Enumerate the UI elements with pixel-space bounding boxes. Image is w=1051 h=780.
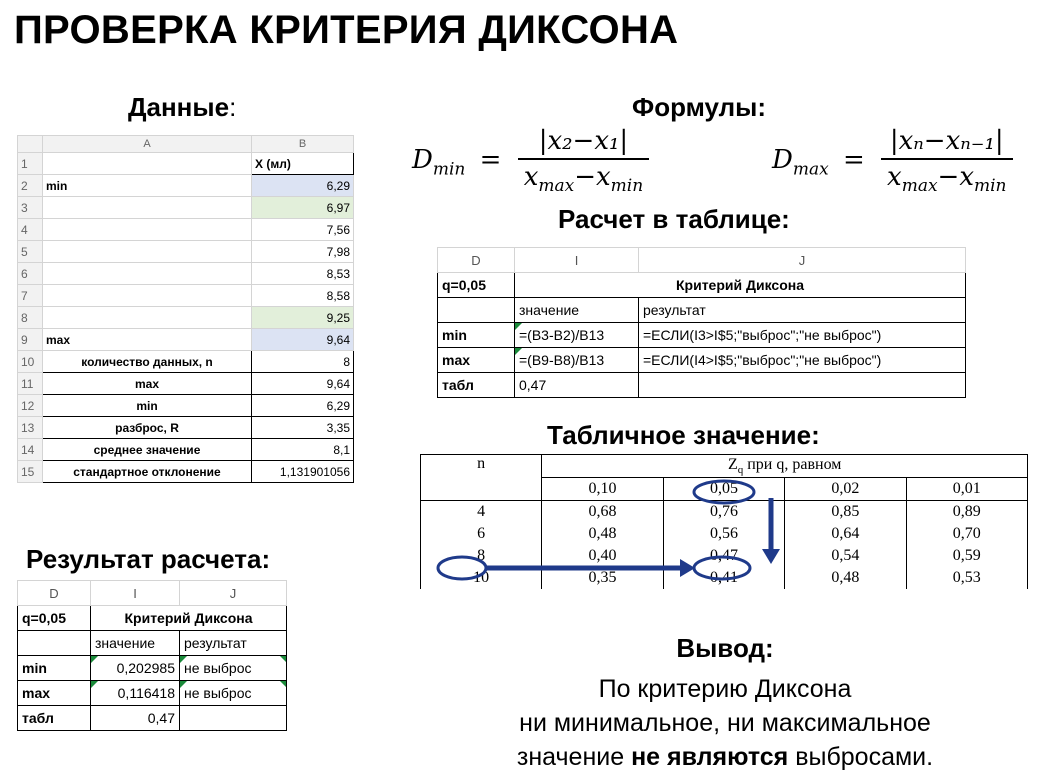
row-header[interactable]: 9 — [18, 329, 43, 351]
cell-value[interactable]: 0,47 — [91, 706, 180, 731]
stat-value-cell: 0,68 — [542, 501, 663, 524]
data-heading-colon: : — [229, 92, 237, 122]
stat-value-cell: 0,41 — [663, 567, 784, 589]
cell-formula[interactable]: =ЕСЛИ(I3>I$5;"выброс";"не выброс") — [639, 323, 966, 348]
formula-dmax-denominator: $x_{max}-x_{min}$ — [887, 162, 1007, 197]
stat-n-cell: 8 — [421, 545, 542, 567]
stat-q-header: 0,02 — [785, 478, 906, 501]
cell-stat-label[interactable]: среднее значение — [43, 439, 252, 461]
formula-dmin-denominator: $x_{max}-x_{min}$ — [523, 162, 644, 197]
row-header[interactable]: 15 — [18, 461, 43, 483]
cell-empty[interactable] — [639, 373, 966, 398]
data-sheet — [17, 135, 354, 483]
cell-value[interactable]: 9,64 — [252, 329, 354, 351]
stat-q-header: 0,10 — [542, 478, 663, 501]
conclusion-heading: Вывод: — [676, 633, 774, 663]
cell-stat-label[interactable]: количество данных, n — [43, 351, 252, 373]
cell-label[interactable] — [43, 285, 252, 307]
stat-n-cell: 10 — [421, 567, 542, 589]
cell-value[interactable]: 8,53 — [252, 263, 354, 285]
cell-value-label[interactable]: значение — [515, 298, 639, 323]
cell-criterion[interactable]: Критерий Диксона — [515, 273, 966, 298]
cell-label[interactable]: max — [43, 329, 252, 351]
cell-row-label[interactable]: min — [18, 656, 91, 681]
cell-value[interactable]: 8,58 — [252, 285, 354, 307]
table-value-heading: Табличное значение: — [547, 420, 820, 450]
conclusion-line-1: По критерию Диксона — [598, 675, 852, 703]
cell-stat-value[interactable]: 6,29 — [252, 395, 354, 417]
row-header[interactable]: 3 — [18, 197, 43, 219]
cell-value[interactable]: 7,56 — [252, 219, 354, 241]
data-heading — [128, 92, 236, 123]
cell[interactable] — [43, 153, 252, 175]
row-header[interactable]: 13 — [18, 417, 43, 439]
stat-q-header: 0,01 — [906, 478, 1027, 501]
formula-dmax — [772, 126, 1013, 196]
cell-value[interactable]: 7,98 — [252, 241, 354, 263]
formula-dmin-lhs: D — [412, 145, 433, 176]
formula-dmin-numerator: |x₂−x₁| — [518, 126, 649, 160]
cell-row-label[interactable]: max — [438, 348, 515, 373]
cell-label[interactable] — [43, 197, 252, 219]
column-header-d[interactable]: D — [18, 581, 91, 606]
cell-stat-label[interactable]: min — [43, 395, 252, 417]
cell-result[interactable]: не выброс — [180, 681, 287, 706]
stat-n-cell: 6 — [421, 523, 542, 545]
cell-formula[interactable]: =ЕСЛИ(I4>I$5;"выброс";"не выброс") — [639, 348, 966, 373]
row-header[interactable]: 7 — [18, 285, 43, 307]
formula-dmin-lhs-sub: min — [432, 159, 466, 180]
cell-label[interactable] — [43, 307, 252, 329]
cell-q[interactable]: q=0,05 — [438, 273, 515, 298]
conclusion-line-2: ни минимальное, ни максимальное — [519, 709, 931, 737]
column-header-b[interactable]: B — [252, 136, 354, 153]
cell-value[interactable]: 6,97 — [252, 197, 354, 219]
row-header[interactable]: 14 — [18, 439, 43, 461]
formula-dmax-lhs-sub: max — [792, 159, 829, 180]
formula-dmax-numerator: |xₙ−xₙ₋₁| — [881, 126, 1012, 160]
cell-formula[interactable]: =(B9-B8)/B13 — [515, 348, 639, 373]
formula-dmax-fraction — [881, 126, 1012, 196]
stat-value-cell: 0,48 — [785, 567, 906, 589]
cell-empty[interactable] — [18, 631, 91, 656]
stat-value-cell: 0,56 — [663, 523, 784, 545]
row-header[interactable]: 4 — [18, 219, 43, 241]
column-header-j[interactable]: J — [180, 581, 287, 606]
highlight-ellipse-value — [694, 557, 750, 579]
cell-empty[interactable] — [438, 298, 515, 323]
row-header[interactable]: 6 — [18, 263, 43, 285]
conclusion-line-3: значение не являются выбросами. — [516, 743, 934, 771]
cell-stat-value[interactable]: 9,64 — [252, 373, 354, 395]
cell-row-label[interactable]: max — [18, 681, 91, 706]
formula-dmin-fraction — [518, 126, 649, 196]
cell-formula[interactable]: =(B3-B2)/B13 — [515, 323, 639, 348]
conclusion-emphasis: не являются — [631, 743, 789, 771]
cell-result-label[interactable]: результат — [639, 298, 966, 323]
cell-stat-value[interactable]: 3,35 — [252, 417, 354, 439]
stat-value-cell: 0,89 — [906, 501, 1027, 524]
cell-value[interactable]: 6,29 — [252, 175, 354, 197]
column-header-d[interactable]: D — [438, 248, 515, 273]
stat-value-cell: 0,48 — [542, 523, 663, 545]
calc-table — [437, 247, 966, 398]
cell-value[interactable]: 0,202985 — [91, 656, 180, 681]
stat-n-header: n — [421, 455, 542, 501]
cell-row-label[interactable]: табл — [18, 706, 91, 731]
stat-value-cell: 0,76 — [663, 501, 784, 524]
cell-result-label[interactable]: результат — [180, 631, 287, 656]
row-header[interactable]: 10 — [18, 351, 43, 373]
arrow-right-head — [680, 559, 695, 577]
cell-x-header[interactable]: X (мл) — [252, 153, 354, 175]
cell-stat-value[interactable]: 8,1 — [252, 439, 354, 461]
cell-criterion[interactable]: Критерий Диксона — [91, 606, 287, 631]
formulas-heading: Формулы: — [632, 92, 766, 122]
stat-value-cell: 0,64 — [785, 523, 906, 545]
cell-label[interactable] — [43, 263, 252, 285]
formula-dmin — [412, 126, 649, 196]
arrow-down-head — [762, 549, 780, 564]
column-header-i[interactable]: I — [515, 248, 639, 273]
row-header[interactable]: 8 — [18, 307, 43, 329]
cell-stat-label[interactable]: стандартное отклонение — [43, 461, 252, 483]
cell-value-label[interactable]: значение — [91, 631, 180, 656]
cell-stat-value[interactable]: 1,131901056 — [252, 461, 354, 483]
cell-value[interactable]: 0,47 — [515, 373, 639, 398]
cell-result[interactable]: не выброс — [180, 656, 287, 681]
cell-empty[interactable] — [180, 706, 287, 731]
stat-value-cell: 0,53 — [906, 567, 1027, 589]
result-table — [17, 580, 287, 731]
stat-table-wrapper — [420, 454, 1030, 589]
stat-n-cell: 4 — [421, 501, 542, 524]
column-header-i[interactable]: I — [91, 581, 180, 606]
stat-value-cell: 0,59 — [906, 545, 1027, 567]
column-header-j[interactable]: J — [639, 248, 966, 273]
cell-stat-label[interactable]: разброс, R — [43, 417, 252, 439]
cell-row-label[interactable]: min — [438, 323, 515, 348]
stat-z-header: $Z_q$ при q, равном — [542, 455, 1028, 478]
stat-value-cell: 0,70 — [906, 523, 1027, 545]
formula-dmax-eq: = — [842, 145, 865, 176]
cell-value[interactable]: 0,116418 — [91, 681, 180, 706]
cell-row-label[interactable]: табл — [438, 373, 515, 398]
data-heading-text: Данные — [128, 92, 230, 122]
page-title: ПРОВЕРКА КРИТЕРИЯ ДИКСОНА — [14, 8, 679, 52]
row-header[interactable]: 5 — [18, 241, 43, 263]
row-header[interactable]: 2 — [18, 175, 43, 197]
stat-value-cell: 0,54 — [785, 545, 906, 567]
result-heading: Результат расчета: — [26, 544, 271, 574]
stat-value-cell: 0,35 — [542, 567, 663, 589]
cell-stat-value[interactable]: 8 — [252, 351, 354, 373]
corner-cell[interactable] — [18, 136, 43, 153]
stat-value-cell: 0,85 — [785, 501, 906, 524]
formula-dmax-lhs: D — [772, 145, 793, 176]
cell-label[interactable]: min — [43, 175, 252, 197]
formula-dmin-eq: = — [479, 145, 502, 176]
cell-label[interactable] — [43, 219, 252, 241]
highlight-ellipse-q005 — [694, 481, 754, 503]
stat-value-cell: 0,40 — [542, 545, 663, 567]
row-header[interactable]: 12 — [18, 395, 43, 417]
cell-value[interactable]: 9,25 — [252, 307, 354, 329]
stat-q-header: 0,05 — [663, 478, 784, 501]
highlight-ellipse-n8 — [438, 557, 486, 579]
column-header-a[interactable]: A — [43, 136, 252, 153]
cell-stat-label[interactable]: max — [43, 373, 252, 395]
cell-label[interactable] — [43, 241, 252, 263]
stat-value-cell: 0,47 — [663, 545, 784, 567]
annotation-overlay — [420, 454, 1030, 614]
cell-q[interactable]: q=0,05 — [18, 606, 91, 631]
row-header[interactable]: 1 — [18, 153, 43, 175]
row-header[interactable]: 11 — [18, 373, 43, 395]
calc-heading: Расчет в таблице: — [558, 204, 790, 234]
